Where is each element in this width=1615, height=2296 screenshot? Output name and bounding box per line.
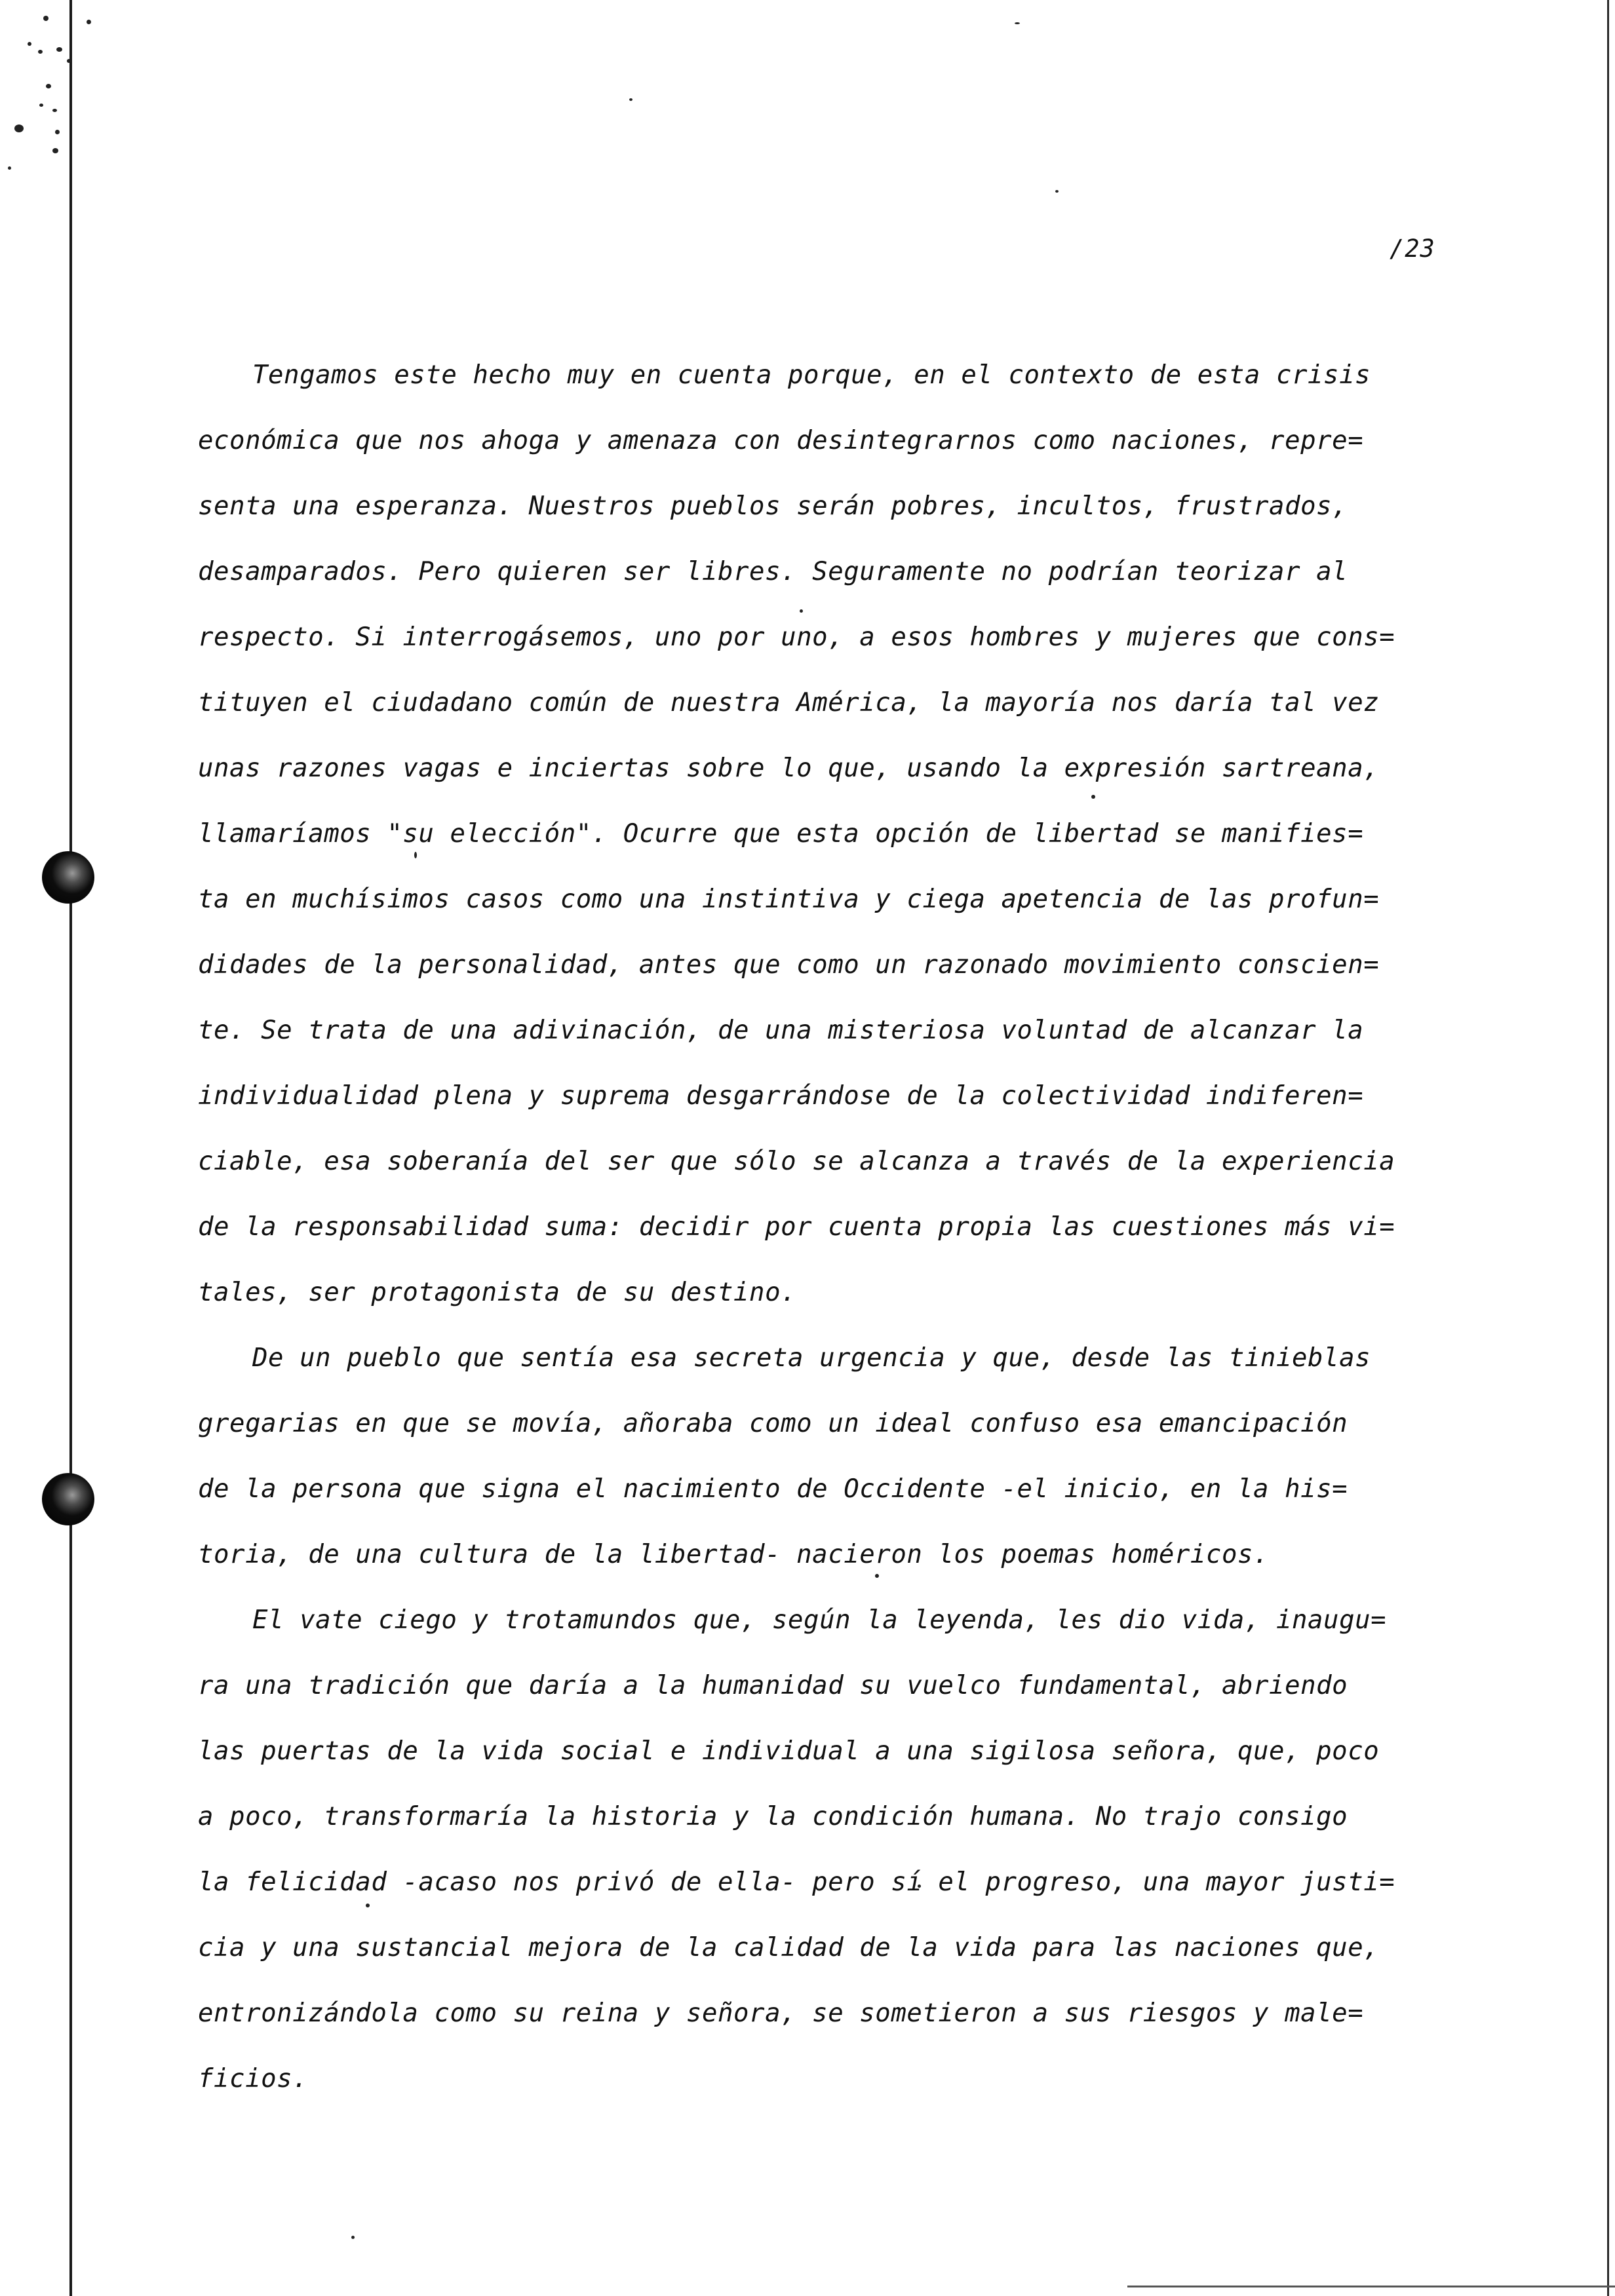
scan-speck [46,84,51,88]
scan-speck [43,16,49,21]
text-line: De un pueblo que sentía esa secreta urgencia y que, desde las tinieblas [252,1343,1371,1373]
scan-speck [28,42,31,46]
text-line: unas razones vagas e inciertas sobre lo que, usando la expresión sartreana, [198,754,1380,783]
text-line: ta en muchísimos casos como una instintiva y ciega apetencia de las profun= [198,885,1380,914]
scan-speck [38,50,43,54]
scan-speck [39,104,43,107]
scan-speck [1091,795,1095,799]
bottom-page-edge [1127,2286,1615,2287]
text-line: la felicidad -acaso nos privó de ella- pero sí el progreso, una mayor justi= [198,1867,1395,1897]
text-line: entronizándola como su reina y señora, se sometieron a sus riesgos y male= [198,1999,1364,2028]
text-line: didades de la personalidad, antes que como un razonado movimiento conscien= [198,950,1380,980]
punch-hole [42,1473,94,1525]
scan-speck [800,609,803,613]
text-line: a poco, transformaría la historia y la condición humana. No trajo consigo [198,1802,1348,1831]
text-line: cia y una sustancial mejora de la calidad de la vida para las naciones que, [198,1933,1380,1962]
text-line: tituyen el ciudadano común de nuestra América, la mayoría nos daría tal vez [198,688,1380,718]
scan-speck [67,59,71,63]
right-page-edge [1607,0,1609,2296]
text-line: individualidad plena y suprema desgarrándose de la colectividad indiferen= [198,1081,1364,1111]
scan-speck [1015,22,1020,24]
text-line: las puertas de la vida social e individual a una sigilosa señora, que, poco [198,1736,1380,1766]
scan-speck [8,166,11,170]
scan-speck [56,47,62,52]
text-line: senta una esperanza. Nuestros pueblos serán pobres, incultos, frustrados, [198,491,1348,521]
text-line: de la persona que signa el nacimiento de Occidente -el inicio, en la his= [198,1474,1348,1504]
left-margin-line [69,0,72,2296]
text-line: toria, de una cultura de la libertad- nacieron los poemas homéricos. [198,1540,1270,1569]
scan-speck [55,130,60,134]
text-line: tales, ser protagonista de su destino. [198,1278,797,1307]
text-line: ficios. [198,2064,309,2094]
text-line: respecto. Si interrogásemos, uno por uno, a esos hombres y mujeres que cons= [198,622,1395,652]
text-line: ciable, esa soberanía del ser que sólo se alcanza a través de la experiencia [198,1147,1395,1176]
page-number: /23 [1390,235,1435,263]
scan-speck [875,1574,879,1578]
punch-hole [42,851,94,904]
text-line: ra una tradición que daría a la humanidad su vuelco fundamental, abriendo [198,1671,1348,1700]
text-line: llamaríamos "su elección". Ocurre que esta opción de libertad se manifies= [198,819,1364,849]
scan-speck [87,20,91,24]
text-line: El vate ciego y trotamundos que, según la leyenda, les dio vida, inaugu= [252,1605,1387,1635]
scan-speck [52,148,58,153]
text-line: de la responsabilidad suma: decidir por cuenta propia las cuestiones más vi= [198,1212,1395,1242]
text-line: desamparados. Pero quieren ser libres. Seguramente no podrían teorizar al [198,557,1348,586]
text-line: Tengamos este hecho muy en cuenta porque, en el contexto de esta crisis [252,360,1371,390]
text-line: gregarias en que se movía, añoraba como un ideal confuso esa emancipación [198,1409,1348,1438]
scan-speck [14,124,24,132]
text-line: te. Se trata de una adivinación, de una misteriosa voluntad de alcanzar la [198,1016,1364,1045]
scan-speck [1055,190,1059,193]
scan-speck [351,2236,355,2239]
scan-speck [414,852,417,858]
text-line: económica que nos ahoga y amenaza con desintegrarnos como naciones, repre= [198,426,1364,455]
scan-speck [366,1904,370,1907]
scan-speck [629,98,632,101]
scan-speck [52,109,57,112]
